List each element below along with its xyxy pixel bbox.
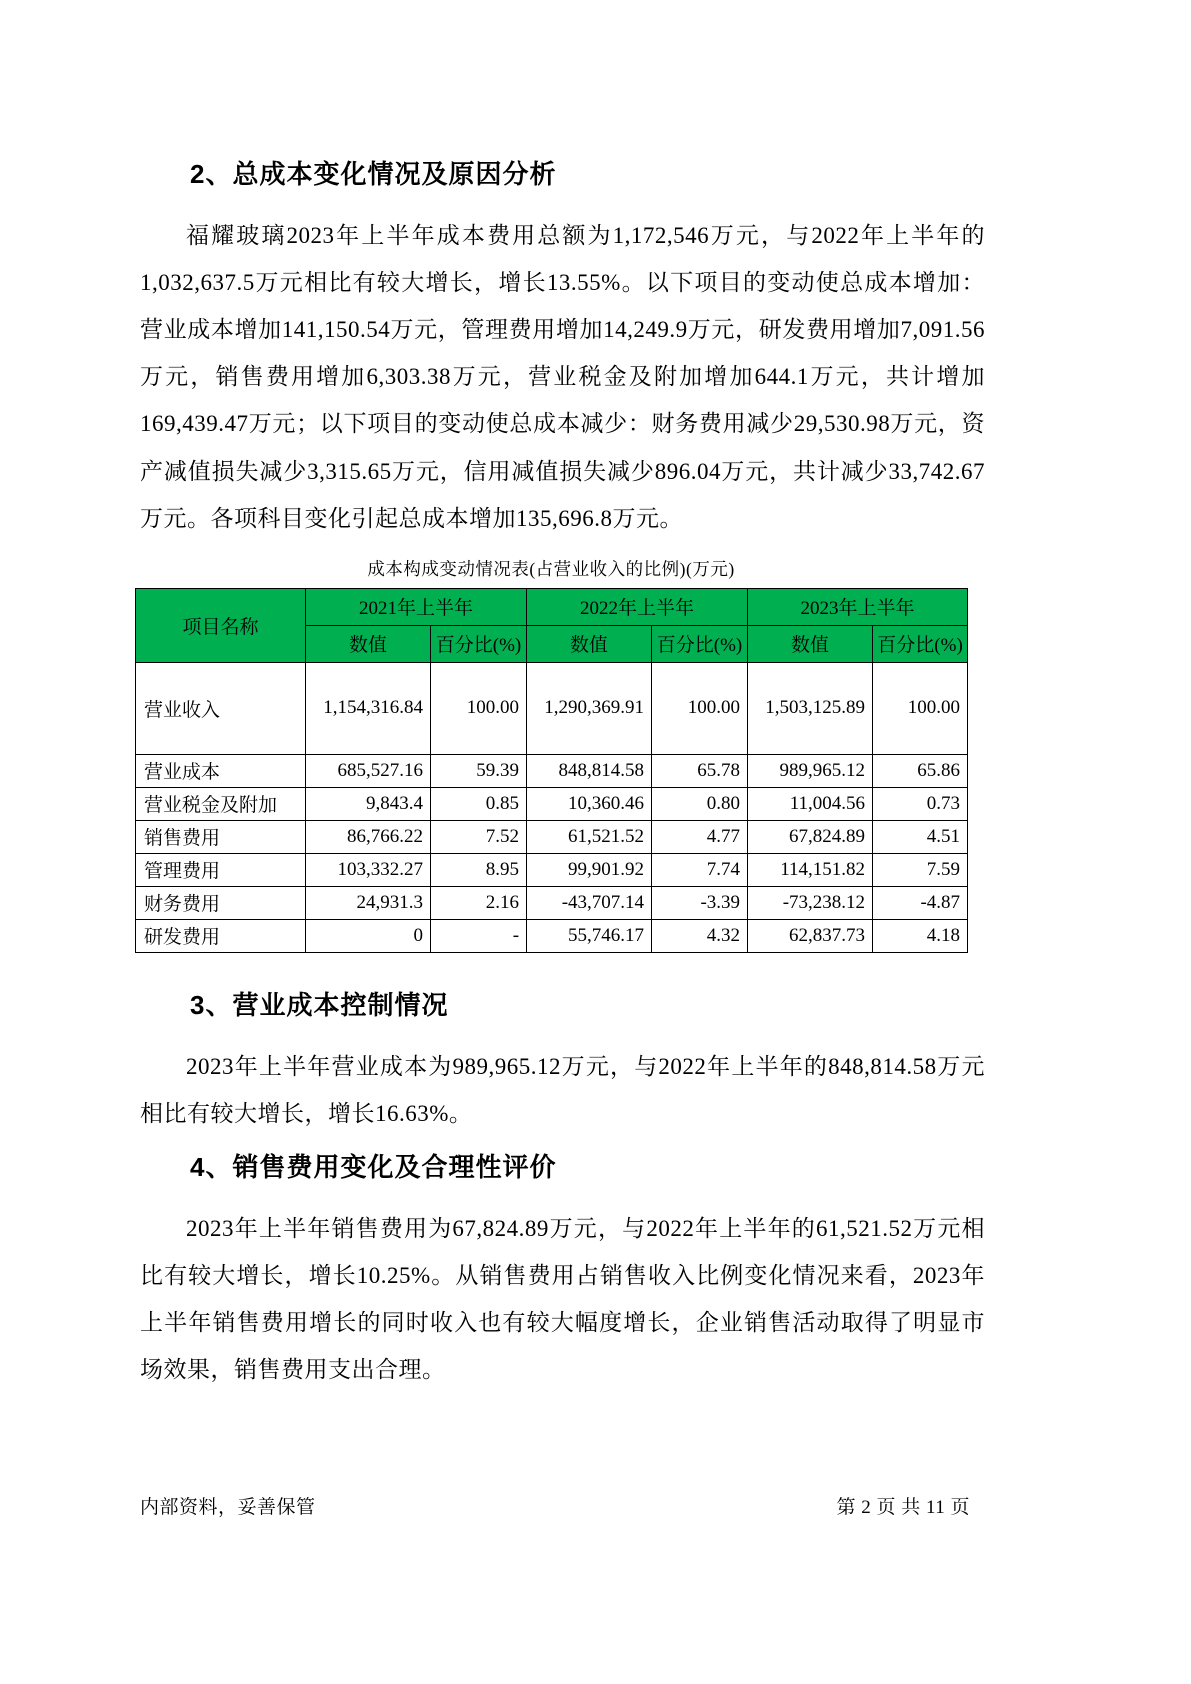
subheader-value-2023: 数值 bbox=[748, 625, 873, 662]
row-item-name: 财务费用 bbox=[136, 886, 306, 919]
value-cell: 848,814.58 bbox=[527, 754, 652, 787]
value-cell: -43,707.14 bbox=[527, 886, 652, 919]
value-cell: 11,004.56 bbox=[748, 787, 873, 820]
row-item-name: 管理费用 bbox=[136, 853, 306, 886]
col-header-item-name: 项目名称 bbox=[136, 588, 306, 662]
percent-cell: 100.00 bbox=[652, 662, 748, 754]
row-item-name: 销售费用 bbox=[136, 820, 306, 853]
col-header-year-2022: 2022年上半年 bbox=[527, 588, 748, 625]
value-cell: 86,766.22 bbox=[306, 820, 431, 853]
col-header-year-2023: 2023年上半年 bbox=[748, 588, 968, 625]
value-cell: 9,843.4 bbox=[306, 787, 431, 820]
percent-cell: 0.73 bbox=[873, 787, 968, 820]
table-row bbox=[136, 919, 968, 952]
percent-cell: - bbox=[431, 919, 527, 952]
subheader-percent-2023: 百分比(%) bbox=[873, 625, 968, 662]
value-cell: -73,238.12 bbox=[748, 886, 873, 919]
value-cell: 103,332.27 bbox=[306, 853, 431, 886]
page-content bbox=[140, 158, 985, 1405]
value-cell: 114,151.82 bbox=[748, 853, 873, 886]
percent-cell: 100.00 bbox=[873, 662, 968, 754]
percent-cell: 4.51 bbox=[873, 820, 968, 853]
section-2-heading: 2、总成本变化情况及原因分析 bbox=[190, 159, 557, 189]
value-cell: 10,360.46 bbox=[527, 787, 652, 820]
percent-cell: 4.32 bbox=[652, 919, 748, 952]
value-cell: 67,824.89 bbox=[748, 820, 873, 853]
cost-composition-table bbox=[135, 588, 968, 953]
section-4-heading: 4、销售费用变化及合理性评价 bbox=[190, 1151, 557, 1182]
percent-cell: 4.18 bbox=[873, 919, 968, 952]
cost-table-body bbox=[136, 662, 968, 952]
value-cell: 0 bbox=[306, 919, 431, 952]
value-cell: 1,503,125.89 bbox=[748, 662, 873, 754]
percent-cell: -3.39 bbox=[652, 886, 748, 919]
value-cell: 99,901.92 bbox=[527, 853, 652, 886]
section-2-paragraph: 福耀玻璃2023年上半年成本费用总额为1,172,546万元，与2022年上半年的1,032,637.5万元相比有较大增长，增长13.55%。以下项目的变动使总成本增加：营业成本增加141,150.54万元，管理费用增加14,249.9万元，研发费用增加7,091.56万元，销售费用增加6,303.38万元，营业税金及附加增加644.1万元，共计增加169,439.47万元；以下项目的变动使总成本减少：财务费用减少29,530.98万元，资产减值损失减少3,315.65万元，信用减值损失减少896.04万元，共计减少33,742.67万元。各项科目变化引起总成本增加135,696.8万元。 bbox=[140, 222, 985, 531]
value-cell: 1,290,369.91 bbox=[527, 662, 652, 754]
value-cell: 685,527.16 bbox=[306, 754, 431, 787]
percent-cell: 59.39 bbox=[431, 754, 527, 787]
percent-cell: 65.78 bbox=[652, 754, 748, 787]
table-title: 成本构成变动情况表(占营业收入的比例)(万元) bbox=[367, 558, 735, 579]
percent-cell: 2.16 bbox=[431, 886, 527, 919]
percent-cell: 4.77 bbox=[652, 820, 748, 853]
table-row bbox=[136, 853, 968, 886]
value-cell: 1,154,316.84 bbox=[306, 662, 431, 754]
section-3-paragraph: 2023年上半年营业成本为989,965.12万元，与2022年上半年的848,814.58万元相比有较大增长，增长16.63%。 bbox=[140, 1053, 985, 1126]
subheader-value-2021: 数值 bbox=[306, 625, 431, 662]
table-header bbox=[136, 588, 968, 662]
page-footer bbox=[140, 1492, 970, 1519]
percent-cell: 100.00 bbox=[431, 662, 527, 754]
value-cell: 24,931.3 bbox=[306, 886, 431, 919]
percent-cell: 7.59 bbox=[873, 853, 968, 886]
table-row bbox=[136, 787, 968, 820]
cost-table-block bbox=[135, 556, 967, 953]
percent-cell: 0.80 bbox=[652, 787, 748, 820]
percent-cell: 8.95 bbox=[431, 853, 527, 886]
percent-cell: 7.74 bbox=[652, 853, 748, 886]
subheader-percent-2022: 百分比(%) bbox=[652, 625, 748, 662]
subheader-percent-2021: 百分比(%) bbox=[431, 625, 527, 662]
value-cell: 989,965.12 bbox=[748, 754, 873, 787]
table-row bbox=[136, 886, 968, 919]
value-cell: 61,521.52 bbox=[527, 820, 652, 853]
row-item-name: 研发费用 bbox=[136, 919, 306, 952]
table-row bbox=[136, 820, 968, 853]
section-4-paragraph: 2023年上半年销售费用为67,824.89万元，与2022年上半年的61,521.52万元相比有较大增长，增长10.25%。从销售费用占销售收入比例变化情况来看，2023年上半年销售费用增长的同时收入也有较大幅度增长，企业销售活动取得了明显市场效果，销售费用支出合理。 bbox=[140, 1215, 985, 1383]
percent-cell: 7.52 bbox=[431, 820, 527, 853]
footer-page-number: 第 2 页 共 11 页 bbox=[836, 1497, 970, 1518]
table-header-row-1 bbox=[136, 588, 968, 625]
subheader-value-2022: 数值 bbox=[527, 625, 652, 662]
footer-confidential-note: 内部资料，妥善保管 bbox=[140, 1497, 316, 1518]
row-item-name: 营业收入 bbox=[136, 662, 306, 754]
section-3-heading: 3、营业成本控制情况 bbox=[190, 989, 449, 1020]
percent-cell: -4.87 bbox=[873, 886, 968, 919]
table-row bbox=[136, 662, 968, 754]
percent-cell: 0.85 bbox=[431, 787, 527, 820]
col-header-year-2021: 2021年上半年 bbox=[306, 588, 527, 625]
value-cell: 55,746.17 bbox=[527, 919, 652, 952]
value-cell: 62,837.73 bbox=[748, 919, 873, 952]
percent-cell: 65.86 bbox=[873, 754, 968, 787]
table-row bbox=[136, 754, 968, 787]
row-item-name: 营业税金及附加 bbox=[136, 787, 306, 820]
row-item-name: 营业成本 bbox=[136, 754, 306, 787]
